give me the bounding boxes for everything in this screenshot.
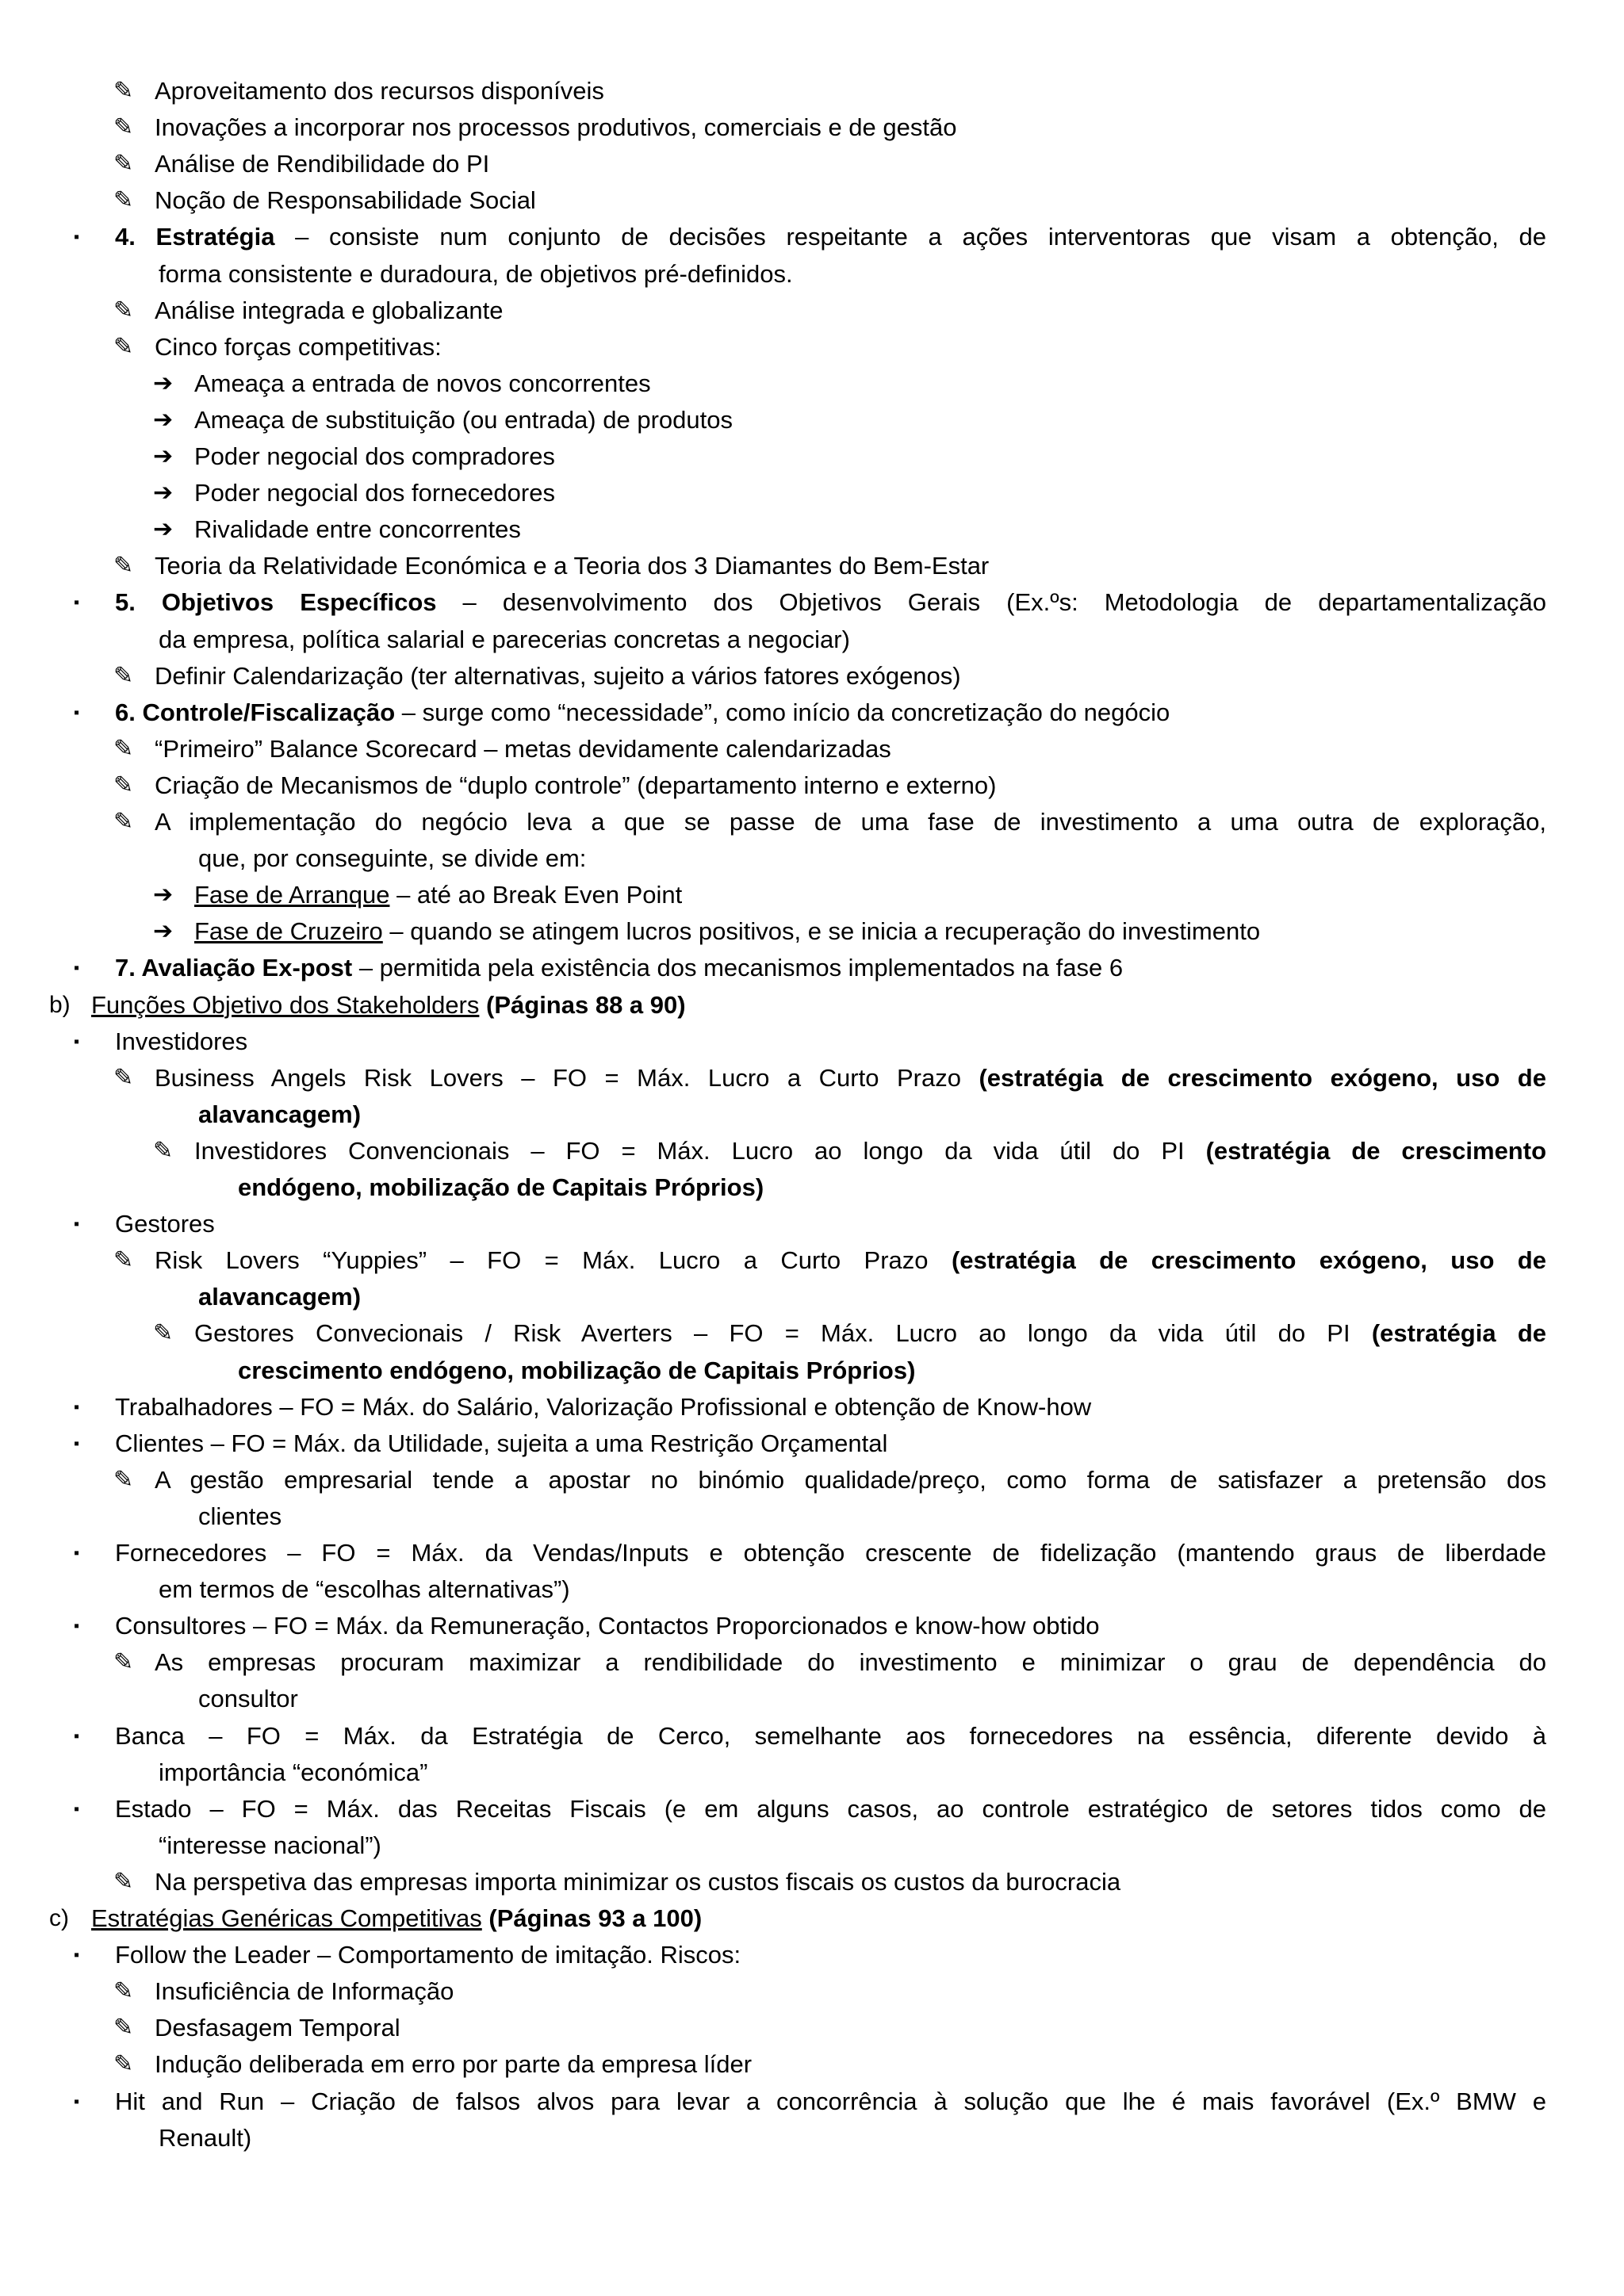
text-line: Estado – FO = Máx. das Receitas Fiscais (e em alguns casos, ao controle estratégico de setores tidos como de bbox=[115, 1794, 1546, 1823]
text-line: Ameaça a entrada de novos concorrentes bbox=[194, 369, 651, 397]
text-line: Indução deliberada em erro por parte da empresa líder bbox=[155, 2050, 753, 2079]
pencil-bullet-icon: ✎ bbox=[113, 809, 134, 835]
square-bullet-icon: ▪ bbox=[74, 594, 80, 612]
text-line: em termos de “escolhas alternativas”) bbox=[159, 1575, 570, 1604]
text-line: Gestores Convecionais / Risk Averters – FO = Máx. Lucro ao longo da vida útil do PI (estratégia de bbox=[194, 1319, 1546, 1348]
text-line: que, por conseguinte, se divide em: bbox=[198, 844, 587, 873]
text-line: da empresa, política salarial e parecerias concretas a negociar) bbox=[159, 625, 850, 653]
text-line: Hit and Run – Criação de falsos alvos para levar a concorrência à solução que lhe é mais favorável (Ex.º BMW e bbox=[115, 2087, 1546, 2115]
text-line: 4. Estratégia – consiste num conjunto de decisões respeitante a ações interventoras que visam a obtenção, de bbox=[115, 223, 1546, 251]
pencil-bullet-icon: ✎ bbox=[113, 1978, 134, 2005]
pencil-bullet-icon: ✎ bbox=[113, 553, 134, 580]
square-bullet-icon: ▪ bbox=[74, 1800, 80, 1818]
pencil-bullet-icon: ✎ bbox=[153, 1137, 174, 1164]
text-line: Consultores – FO = Máx. da Remuneração, Contactos Proporcionados e know-how obtido bbox=[115, 1612, 1100, 1640]
pencil-bullet-icon: ✎ bbox=[113, 771, 134, 798]
text-line: Cinco forças competitivas: bbox=[155, 332, 442, 361]
text-line: Poder negocial dos fornecedores bbox=[194, 479, 555, 507]
text-line: 6. Controle/Fiscalização – surge como “necessidade”, como início da concretização do negócio bbox=[115, 698, 1170, 726]
arrow-bullet-icon: ➔ bbox=[153, 480, 174, 507]
text-line: Inovações a incorporar nos processos produtivos, comerciais e de gestão bbox=[155, 113, 957, 142]
pencil-bullet-icon: ✎ bbox=[113, 1247, 134, 1274]
square-bullet-icon: ▪ bbox=[74, 1544, 80, 1562]
square-bullet-icon: ▪ bbox=[74, 1215, 80, 1234]
text-line: Teoria da Relatividade Económica e a Teoria dos 3 Diamantes do Bem-Estar bbox=[155, 552, 990, 580]
square-bullet-icon: ▪ bbox=[74, 1946, 80, 1965]
text-line: Análise integrada e globalizante bbox=[155, 296, 504, 324]
text-line: Funções Objetivo dos Stakeholders (Páginas 88 a 90) bbox=[91, 990, 686, 1019]
pencil-bullet-icon: ✎ bbox=[113, 1868, 134, 1895]
text-line: Risk Lovers “Yuppies” – FO = Máx. Lucro a Curto Prazo (estratégia de crescimento exógeno, uso de bbox=[155, 1246, 1546, 1275]
text-line: “Primeiro” Balance Scorecard – metas devidamente calendarizadas bbox=[155, 734, 891, 763]
text-line: alavancagem) bbox=[198, 1100, 362, 1128]
pencil-bullet-icon: ✎ bbox=[113, 114, 134, 141]
text-line: Noção de Responsabilidade Social bbox=[155, 186, 536, 215]
square-bullet-icon: ▪ bbox=[74, 1032, 80, 1050]
text-line: 7. Avaliação Ex-post – permitida pela existência dos mecanismos implementados na fase 6 bbox=[115, 954, 1124, 982]
text-line: crescimento endógeno, mobilização de Capitais Próprios) bbox=[238, 1356, 916, 1384]
text-line: Business Angels Risk Lovers – FO = Máx. Lucro a Curto Prazo (estratégia de crescimento exógeno, uso de bbox=[155, 1063, 1546, 1092]
text-line: importância “económica” bbox=[159, 1758, 428, 1786]
text-line: Poder negocial dos compradores bbox=[194, 442, 555, 470]
square-bullet-icon: ▪ bbox=[74, 1727, 80, 1745]
text-line: Investidores Convencionais – FO = Máx. Lucro ao longo da vida útil do PI (estratégia de crescimento bbox=[194, 1136, 1546, 1165]
pencil-bullet-icon: ✎ bbox=[113, 2015, 134, 2042]
square-bullet-icon: ▪ bbox=[74, 1434, 80, 1452]
arrow-bullet-icon: ➔ bbox=[153, 369, 174, 396]
text-line: Ameaça de substituição (ou entrada) de produtos bbox=[194, 405, 733, 434]
text-line: forma consistente e duradoura, de objetivos pré-definidos. bbox=[159, 259, 793, 288]
text-line: Análise de Rendibilidade do PI bbox=[155, 150, 490, 178]
pencil-bullet-icon: ✎ bbox=[113, 297, 134, 323]
square-bullet-icon: ▪ bbox=[74, 703, 80, 721]
section-label: c) bbox=[49, 1905, 69, 1931]
square-bullet-icon: ▪ bbox=[74, 2092, 80, 2110]
text-line: Renault) bbox=[159, 2123, 252, 2152]
text-line: Definir Calendarização (ter alternativas, sujeito a vários fatores exógenos) bbox=[155, 661, 961, 690]
text-line: Criação de Mecanismos de “duplo controle” (departamento interno e externo) bbox=[155, 771, 997, 799]
text-line: Estratégias Genéricas Competitivas (Páginas 93 a 100) bbox=[91, 1904, 703, 1932]
pencil-bullet-icon: ✎ bbox=[113, 187, 134, 214]
pencil-bullet-icon: ✎ bbox=[113, 662, 134, 689]
text-line: Trabalhadores – FO = Máx. do Salário, Valorização Profissional e obtenção de Know-how bbox=[115, 1392, 1092, 1421]
text-line: As empresas procuram maximizar a rendibilidade do investimento e minimizar o grau de dependência do bbox=[155, 1648, 1546, 1677]
text-line: A implementação do negócio leva a que se passe de uma fase de investimento a uma outra de exploração, bbox=[155, 808, 1546, 836]
square-bullet-icon: ▪ bbox=[74, 959, 80, 978]
pencil-bullet-icon: ✎ bbox=[113, 1064, 134, 1091]
text-line: A gestão empresarial tende a apostar no binómio qualidade/preço, como forma de satisfazer a pretensão dos bbox=[155, 1465, 1546, 1494]
text-line: Desfasagem Temporal bbox=[155, 2014, 400, 2042]
text-line: Fase de Arranque – até ao Break Even Point bbox=[194, 881, 683, 909]
text-line: Fase de Cruzeiro – quando se atingem lucros positivos, e se inicia a recuperação do investimento bbox=[194, 917, 1261, 946]
square-bullet-icon: ▪ bbox=[74, 1398, 80, 1416]
text-line: consultor bbox=[198, 1685, 298, 1713]
text-line: Rivalidade entre concorrentes bbox=[194, 515, 521, 544]
section-label: b) bbox=[49, 991, 71, 1018]
text-line: Aproveitamento dos recursos disponíveis bbox=[155, 77, 604, 105]
pencil-bullet-icon: ✎ bbox=[113, 1649, 134, 1676]
text-line: Investidores bbox=[115, 1027, 248, 1055]
text-line: alavancagem) bbox=[198, 1283, 362, 1311]
arrow-bullet-icon: ➔ bbox=[153, 516, 174, 543]
pencil-bullet-icon: ✎ bbox=[113, 78, 134, 104]
text-line: Follow the Leader – Comportamento de imitação. Riscos: bbox=[115, 1941, 741, 1969]
square-bullet-icon: ▪ bbox=[74, 1617, 80, 1636]
text-line: clientes bbox=[198, 1502, 282, 1530]
square-bullet-icon: ▪ bbox=[74, 228, 80, 247]
text-line: 5. Objetivos Específicos – desenvolvimento dos Objetivos Gerais (Ex.ºs: Metodologia de departamentalização bbox=[115, 588, 1546, 617]
pencil-bullet-icon: ✎ bbox=[153, 1320, 174, 1347]
text-line: Clientes – FO = Máx. da Utilidade, sujeita a uma Restrição Orçamental bbox=[115, 1429, 888, 1457]
pencil-bullet-icon: ✎ bbox=[113, 1466, 134, 1493]
pencil-bullet-icon: ✎ bbox=[113, 151, 134, 178]
pencil-bullet-icon: ✎ bbox=[113, 333, 134, 360]
arrow-bullet-icon: ➔ bbox=[153, 443, 174, 469]
text-line: Gestores bbox=[115, 1210, 215, 1238]
text-line: Insuficiência de Informação bbox=[155, 1977, 454, 2006]
text-line: “interesse nacional”) bbox=[159, 1831, 381, 1859]
pencil-bullet-icon: ✎ bbox=[113, 2051, 134, 2078]
arrow-bullet-icon: ➔ bbox=[153, 406, 174, 433]
arrow-bullet-icon: ➔ bbox=[153, 918, 174, 945]
pencil-bullet-icon: ✎ bbox=[113, 735, 134, 762]
text-line: Banca – FO = Máx. da Estratégia de Cerco, semelhante aos fornecedores na essência, diferente devido à bbox=[115, 1721, 1546, 1750]
text-line: Fornecedores – FO = Máx. da Vendas/Inputs e obtenção crescente de fidelização (mantendo graus de liberdade bbox=[115, 1539, 1546, 1567]
text-line: Na perspetiva das empresas importa minimizar os custos fiscais os custos da burocracia bbox=[155, 1867, 1121, 1896]
text-line: endógeno, mobilização de Capitais Próprios) bbox=[238, 1173, 764, 1201]
arrow-bullet-icon: ➔ bbox=[153, 882, 174, 909]
